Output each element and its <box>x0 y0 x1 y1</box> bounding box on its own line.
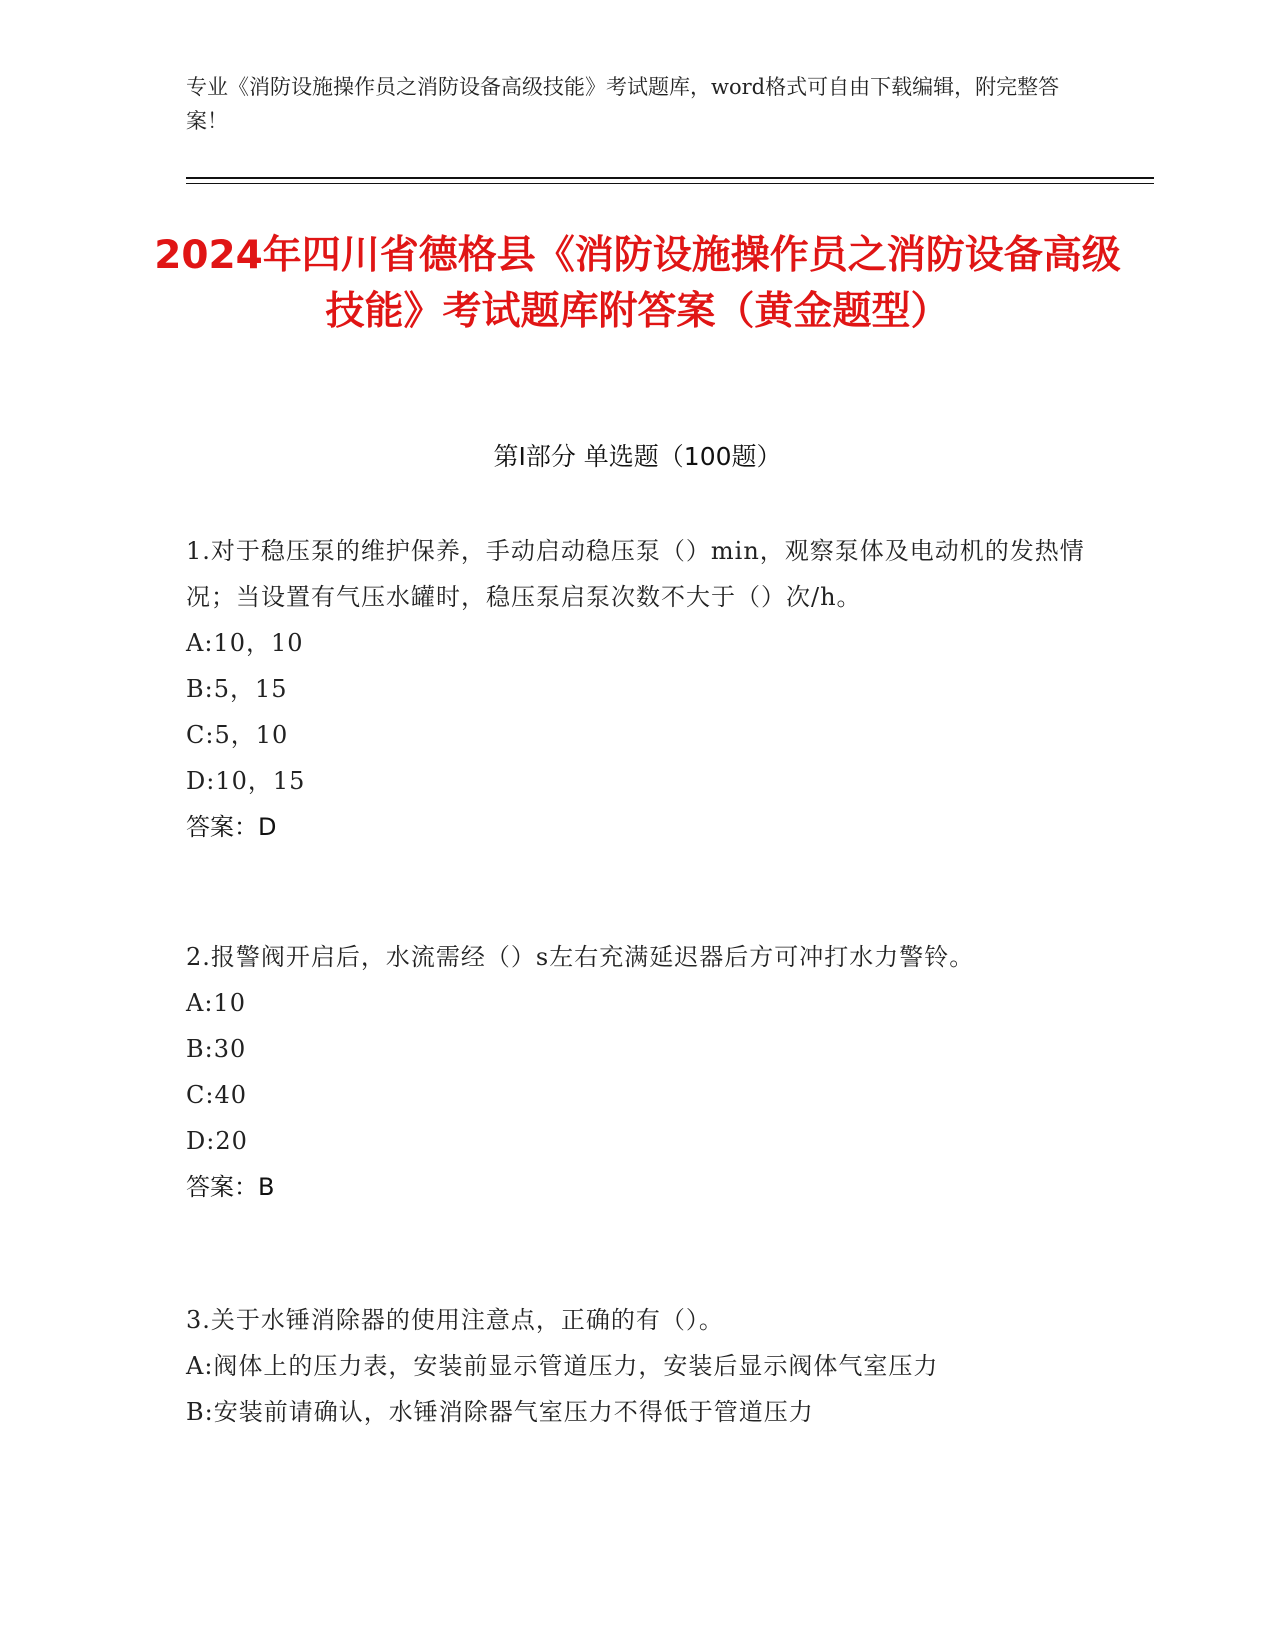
document-title: 2024年四川省德格县《消防设施操作员之消防设备高级技能》考试题库附答案（黄金题型） <box>154 233 1121 334</box>
option-b: B:30 <box>186 1035 247 1063</box>
option-b: B:5，15 <box>186 675 288 703</box>
question-stem: 2.报警阀开启后，水流需经（）s左右充满延迟器后方可冲打水力警铃。 <box>186 943 975 971</box>
header-divider-thin <box>186 183 1154 184</box>
option-d: D:20 <box>186 1127 248 1155</box>
option-a: A:10，10 <box>186 629 304 657</box>
header-divider-thick <box>186 177 1154 179</box>
answer: 答案：B <box>186 1173 275 1201</box>
section-heading: 第I部分 单选题（100题） <box>493 442 782 471</box>
question-3 <box>186 1297 1086 1435</box>
question-2 <box>186 934 1086 1210</box>
option-d: D:10，15 <box>186 767 306 795</box>
header-note: 专业《消防设施操作员之消防设备高级技能》考试题库，word格式可自由下载编辑，附完整答案！ <box>186 75 1060 133</box>
option-b: B:安装前请确认，水锤消除器气室压力不得低于管道压力 <box>186 1398 814 1426</box>
option-c: C:5，10 <box>186 721 289 749</box>
answer: 答案：D <box>186 813 277 841</box>
option-a: A:10 <box>186 989 246 1017</box>
question-stem: 1.对于稳压泵的维护保养，手动启动稳压泵（）min，观察泵体及电动机的发热情况；当设置有气压水罐时，稳压泵启泵次数不大于（）次/h。 <box>186 537 1085 611</box>
question-1 <box>186 528 1086 850</box>
question-stem: 3.关于水锤消除器的使用注意点，正确的有（）。 <box>186 1306 724 1334</box>
option-a: A:阀体上的压力表，安装前显示管道压力，安装后显示阀体气室压力 <box>186 1352 939 1380</box>
option-c: C:40 <box>186 1081 247 1109</box>
